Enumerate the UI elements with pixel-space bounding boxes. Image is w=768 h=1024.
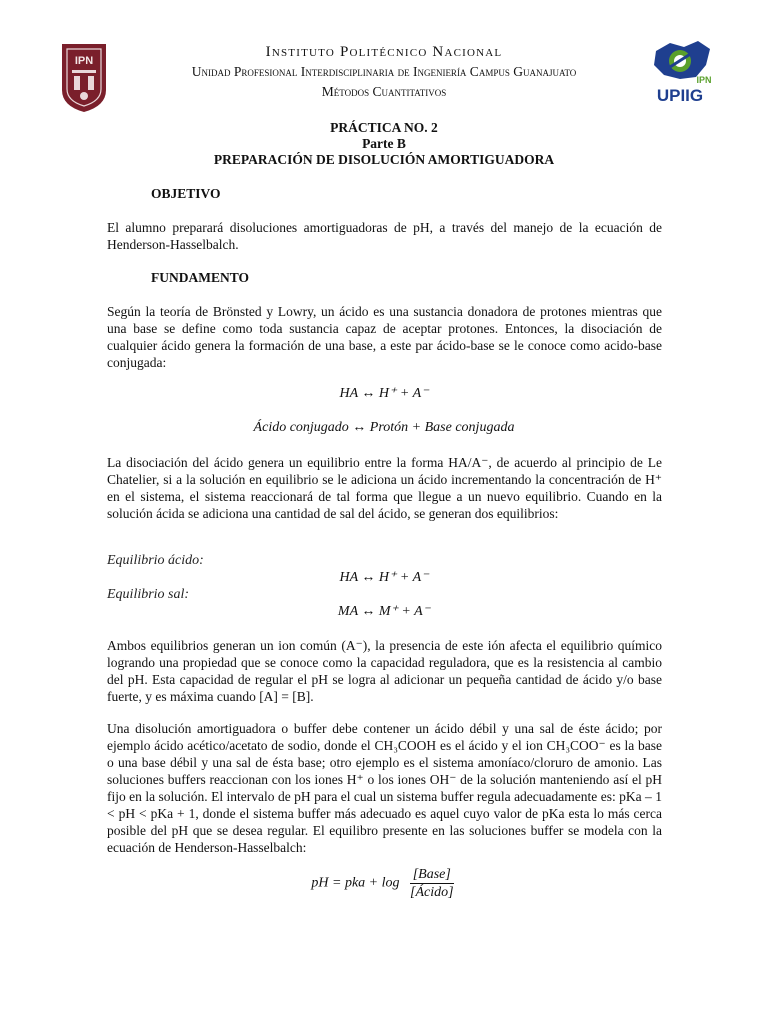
equation-acid-equilibrium: HA ↔ H⁺ + A⁻: [339, 570, 429, 585]
fraction-denominator: [Ácido]: [410, 885, 454, 900]
equation-conjugate: Ácido conjugado ↔ Protón + Base conjugada: [253, 420, 515, 435]
practice-title: PREPARACIÓN DE DISOLUCIÓN AMORTIGUADORA: [213, 152, 555, 167]
course-name: Métodos Cuantitativos: [321, 84, 447, 99]
fundamento-paragraph-2: La disociación del ácido genera un equilibrio entre la forma HA/A⁻, de acuerdo al principio de Le Chatelier, si a la solución en equilibrio se le adiciona un ácido incrementando la concentración de H⁺ en el sistema, el sistema reaccionará de tal forma que llegue a un nuevo equilibrio. Cuando en la solución ácida se adiciona una cantidad de sal del ácido, se generan dos equilibrios:: [107, 455, 662, 521]
equation-fraction: [407, 866, 457, 901]
fundamento-heading: FUNDAMENTO: [151, 270, 250, 285]
practice-number: PRÁCTICA NO. 2: [330, 120, 438, 135]
equation-dissociation: HA ↔ H⁺ + A⁻: [339, 386, 429, 401]
upiig-logo-text: UPIIG: [656, 86, 704, 105]
objetivo-text: El alumno preparará disoluciones amortiguadoras de pH, a través del manejo de la ecuación de Henderson-Hasselbalch.: [107, 220, 662, 252]
henderson-hasselbalch-equation: [0, 866, 768, 901]
equation-salt-equilibrium: MA ↔ M⁺ + A⁻: [337, 604, 431, 619]
fundamento-paragraph-1: Según la teoría de Brönsted y Lowry, un ácido es una sustancia donadora de protones mientras que una base se define como toda sustancia capaz de aceptar protones. Entonces, la disociación de cualquier ácido genera la formación de una base, a este par ácido-base se le conoce como acido-base conjugada:: [107, 304, 662, 370]
objetivo-heading: OBJETIVO: [151, 186, 221, 201]
fundamento-paragraph-4: Una disolución amortiguadora o buffer debe contener un ácido débil y una sal de éste ácido; por ejemplo ácido acético/acetato de sodio, donde el CH₃COOH es el ácido y el ion CH₃COO⁻ es la base o una base débil y una sal de ésta base; otro ejemplo es el sistema amoníaco/cloruro de amonio. Las soluciones buffers reaccionan con los iones H⁺ o los iones OH⁻ de la solución manteniendo así el pH fijo en la solución. El intervalo de pH para el cual un sistema buffer regula adecuadamente es: pKa – 1 < pH < pKa + 1, donde el sistema buffer más adecuado es aquel cuyo valor de pKa esta lo más cerca posible del pH que se desea regular. El equilibro presente en las soluciones buffer se modela con la ecuación de Henderson-Hasselbalch:: [107, 721, 662, 855]
institution-name: Instituto Politécnico Nacional: [265, 44, 503, 60]
fundamento-paragraph-3: Ambos equilibrios generan un ion común (A⁻), la presencia de este ión afecta el equilibrio químico logrando una propiedad que se conoce como la capacidad reguladora, que es la resistencia al cambio del pH. Esta capacidad de regular el pH se logra al adicionar un pequeña cantidad de ácido y/o base fuerte, y es máxima cuando [A] = [B].: [107, 638, 662, 704]
practice-part: Parte B: [362, 136, 406, 151]
label-acid-equilibrium: Equilibrio ácido:: [107, 553, 204, 568]
equation-lhs: pH = pka + log: [311, 875, 400, 891]
upiig-badge-text: IPN: [696, 75, 712, 85]
label-salt-equilibrium: Equilibrio sal:: [107, 587, 190, 602]
svg-text:IPN: IPN: [74, 55, 94, 67]
fraction-numerator: [Base]: [410, 866, 454, 884]
unit-name: Unidad Profesional Interdisciplinaria de Ingeniería Campus Guanajuato: [191, 64, 577, 79]
